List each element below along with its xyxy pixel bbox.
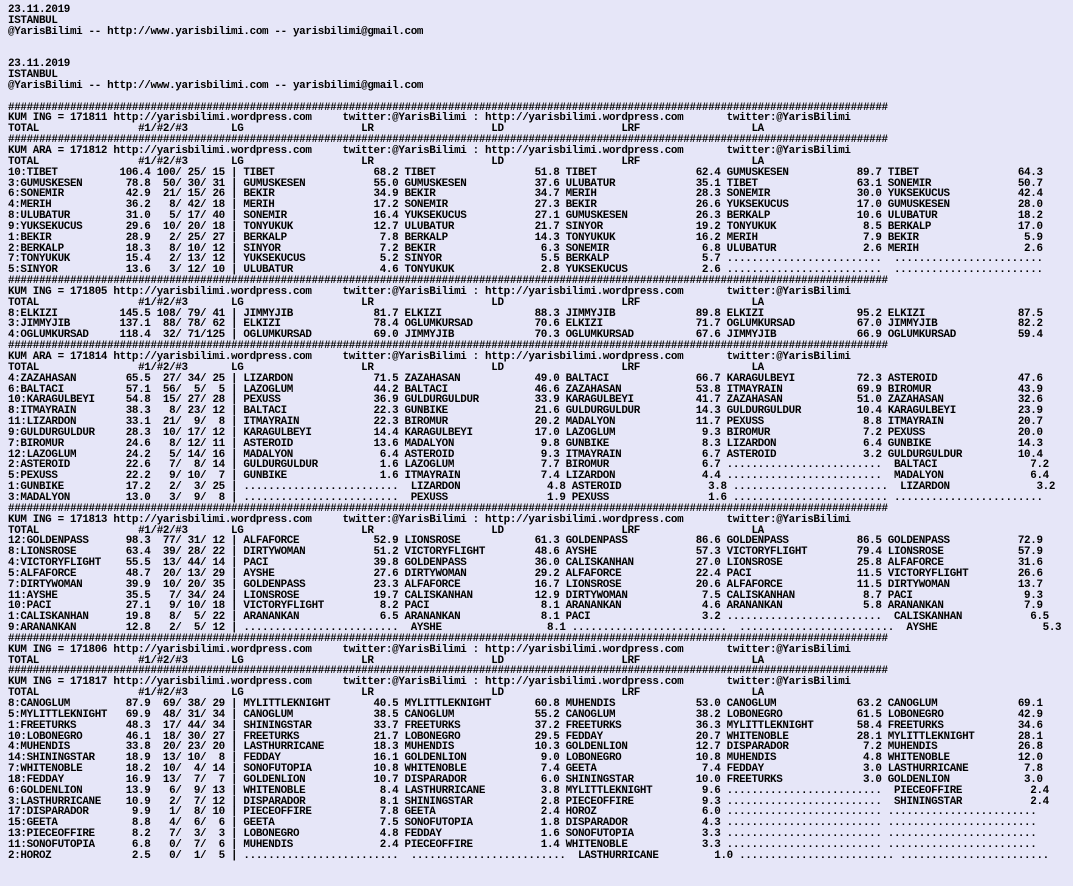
horse-result-row: 8:LIONSROSE 63.4 39/ 28/ 22 | DIRTYWOMAN 51.2 VICTORYFLIGHT 48.6 AYSHE 57.3 VICTORYFLIGHT 79.4 LIONSROSE 57.9 bbox=[8, 546, 1043, 559]
horse-result-row: 8:ULUBATUR 31.0 5/ 17/ 40 | SONEMIR 16.4 YUKSEKUCUS 27.1 GUMUSKESEN 26.3 BERKALP 10.6 ULUBATUR 18.2 bbox=[8, 210, 1043, 223]
date-line: 23.11.2019 bbox=[8, 58, 70, 71]
column-header-line: TOTAL #1/#2/#3 LG LR LD LRF LA bbox=[8, 296, 764, 309]
horse-result-row: 5:MYLITTLEKNIGHT 69.9 48/ 31/ 34 | CANOGLUM 38.5 CANOGLUM 55.2 CANOGLUM 38.2 LOBONEGRO 61.5 LOBONEGRO 42.9 bbox=[8, 708, 1043, 721]
horse-result-row: 6:BALTACI 57.1 56/ 5/ 5 | LAZOGLUM 44.2 BALTACI 46.6 ZAZAHASAN 53.8 ITMAYRAIN 69.9 BIROMUR 43.9 bbox=[8, 383, 1043, 396]
horse-result-row: 1:FREETURKS 48.3 17/ 44/ 34 | SHININGSTAR 33.7 FREETURKS 37.2 FREETURKS 36.3 MYLITTLEKNIGHT 58.4 FREETURKS 34.6 bbox=[8, 719, 1043, 732]
horse-result-row: 3:JIMMYJIB 137.1 88/ 78/ 62 | ELKIZI 78.4 OGLUMKURSAD 70.6 ELKIZI 71.7 OGLUMKURSAD 67.0 JIMMYJIB 82.2 bbox=[8, 318, 1043, 331]
horse-result-row: 10:PACI 27.1 9/ 10/ 18 | VICTORYFLIGHT 8.2 PACI 8.1 ARANANKAN 4.6 ARANANKAN 5.8 ARANANKAN 7.9 bbox=[8, 600, 1043, 613]
horse-result-row: 4:ZAZAHASAN 65.5 27/ 34/ 25 | LIZARDON 71.5 ZAZAHASAN 49.0 BALTACI 66.7 KARAGULBEYI 72.3 ASTEROID 47.6 bbox=[8, 372, 1043, 385]
blank-line bbox=[8, 48, 1073, 59]
horse-result-row: 5:SINYOR 13.6 3/ 12/ 10 | ULUBATUR 4.6 TONYUKUK 2.8 YUKSEKUCUS 2.6 ......................... ........................ bbox=[8, 264, 1043, 277]
horse-result-row: 3:MADALYON 13.0 3/ 9/ 8 | ......................... PEXUSS 1.9 PEXUSS 1.6 ......................... ........................ bbox=[8, 491, 1043, 504]
horse-result-row: 10:KARAGULBEYI 54.8 15/ 27/ 28 | PEXUSS 36.9 GULDURGULDUR 33.9 KARAGULBEYI 41.7 ZAZAHASAN 51.0 ZAZAHASAN 32.6 bbox=[8, 394, 1043, 407]
race-header-line: KUM ING = 171805 http://yarisbilimi.wordpress.com twitter:@YarisBilimi : http://yarisbilimi.wordpress.com twitter:@YarisBilimi bbox=[8, 285, 851, 298]
race-header-line: KUM ARA = 171812 http://yarisbilimi.wordpress.com twitter:@YarisBilimi : http://yarisbilimi.wordpress.com twitter:@YarisBilimi bbox=[8, 144, 851, 157]
horse-result-row: 12:LAZOGLUM 24.2 5/ 14/ 16 | MADALYON 6.4 ASTEROID 9.3 ITMAYRAIN 6.7 ASTEROID 3.2 GULDURGULDUR 10.4 bbox=[8, 448, 1043, 461]
race-header-line: KUM ING = 171813 http://yarisbilimi.wordpress.com twitter:@YarisBilimi : http://yarisbilimi.wordpress.com twitter:@YarisBilimi bbox=[8, 513, 851, 526]
horse-result-row: 5:ALFAFORCE 48.7 20/ 13/ 29 | AYSHE 27.6 DIRTYWOMAN 29.2 ALFAFORCE 22.4 PACI 11.5 VICTORYFLIGHT 26.6 bbox=[8, 567, 1043, 580]
horse-result-row: 18:FEDDAY 16.9 13/ 7/ 7 | GOLDENLION 10.7 DISPARADOR 6.0 SHININGSTAR 10.0 FREETURKS 3.0 GOLDENLION 3.0 bbox=[8, 773, 1043, 786]
text-line: ISTANBUL bbox=[8, 14, 58, 27]
separator-line: ############################################################################################################################################## bbox=[8, 275, 888, 288]
separator-line: ############################################################################################################################################## bbox=[8, 665, 888, 678]
column-header-line: TOTAL #1/#2/#3 LG LR LD LRF LA bbox=[8, 123, 764, 136]
horse-result-row: 11:LIZARDON 33.1 21/ 9/ 8 | ITMAYRAIN 22.3 BIROMUR 20.2 MADALYON 11.7 PEXUSS 8.8 ITMAYRAIN 20.7 bbox=[8, 416, 1043, 429]
horse-result-row: 4:VICTORYFLIGHT 55.5 13/ 44/ 14 | PACI 39.8 GOLDENPASS 36.0 CALISKANHAN 27.0 LIONSROSE 25.8 ALFAFORCE 31.6 bbox=[8, 557, 1043, 570]
race-header-line: KUM ING = 171817 http://yarisbilimi.wordpress.com twitter:@YarisBilimi : http://yarisbilimi.wordpress.com twitter:@YarisBilimi bbox=[8, 676, 851, 689]
separator-line: ############################################################################################################################################## bbox=[8, 101, 888, 114]
horse-result-row: 17:DISPARADOR 9.9 1/ 8/ 10 | PIECEOFFIRE 7.8 GEETA 2.4 HOROZ 6.0 ......................... ........................ bbox=[8, 806, 1037, 819]
horse-result-row: 9:ARANANKAN 12.8 2/ 5/ 12 | ......................... AYSHE 8.1 ......................... ......................... AYSHE 5.3 bbox=[8, 622, 1062, 635]
horse-result-row: 7:DIRTYWOMAN 39.9 10/ 20/ 35 | GOLDENPASS 23.3 ALFAFORCE 16.7 LIONSROSE 20.6 ALFAFORCE 11.5 DIRTYWOMAN 13.7 bbox=[8, 578, 1043, 591]
horse-result-row: 1:CALISKANHAN 19.8 8/ 5/ 22 | ARANANKAN 6.5 ARANANKAN 8.1 PACI 3.2 ......................... CALISKANHAN 6.5 bbox=[8, 611, 1049, 624]
horse-result-row: 12:GOLDENPASS 98.3 77/ 31/ 12 | ALFAFORCE 52.9 LIONSROSE 61.3 GOLDENPASS 86.6 GOLDENPASS 86.5 GOLDENPASS 72.9 bbox=[8, 535, 1043, 548]
horse-result-row: 4:MERIH 36.2 8/ 42/ 18 | MERIH 17.2 SONEMIR 27.3 BEKIR 26.6 YUKSEKUCUS 17.0 GUMUSKESEN 28.0 bbox=[8, 199, 1043, 212]
horse-result-row: 2:BERKALP 18.3 8/ 10/ 12 | SINYOR 7.2 BEKIR 6.3 SONEMIR 6.8 ULUBATUR 2.6 MERIH 2.6 bbox=[8, 242, 1043, 255]
column-header-line: TOTAL #1/#2/#3 LG LR LD LRF LA bbox=[8, 687, 764, 700]
blank-line bbox=[8, 92, 1073, 103]
date-line: 23.11.2019 bbox=[8, 4, 70, 16]
race-header-line: KUM ARA = 171814 http://yarisbilimi.wordpress.com twitter:@YarisBilimi : http://yarisbilimi.wordpress.com twitter:@YarisBilimi bbox=[8, 351, 851, 363]
horse-result-row: 1:GUNBIKE 17.2 2/ 3/ 25 | ......................... LIZARDON 4.8 ASTEROID 3.8 ......................... LIZARDON 3.2 bbox=[8, 481, 1056, 494]
horse-result-row: 7:TONYUKUK 15.4 2/ 13/ 12 | YUKSEKUCUS 5.2 SINYOR 5.5 BERKALP 5.7 ......................... ........................ bbox=[8, 253, 1043, 266]
column-header-line: TOTAL #1/#2/#3 LG LR LD LRF LA bbox=[8, 361, 764, 374]
horse-result-row: 10:LOBONEGRO 46.1 18/ 30/ 27 | FREETURKS 21.7 LOBONEGRO 29.5 FEDDAY 20.7 WHITENOBLE 28.1 MYLITTLEKNIGHT 28.1 bbox=[8, 730, 1043, 743]
horse-result-row: 8:CANOGLUM 87.9 69/ 38/ 29 | MYLITTLEKNIGHT 40.5 MYLITTLEKNIGHT 60.8 MUHENDIS 53.0 CANOGLUM 63.2 CANOGLUM 69.1 bbox=[8, 698, 1043, 710]
blank-line bbox=[8, 38, 1073, 49]
horse-result-row: 9:GULDURGULDUR 28.3 10/ 17/ 12 | KARAGULBEYI 14.4 KARAGULBEYI 17.0 LAZOGLUM 9.3 BIROMUR 7.2 PEXUSS 20.0 bbox=[8, 426, 1043, 439]
separator-line: ############################################################################################################################################## bbox=[8, 632, 888, 645]
horse-result-row: 3:GUMUSKESEN 78.8 50/ 30/ 31 | GUMUSKESEN 55.0 GUMUSKESEN 37.6 ULUBATUR 35.1 TIBET 63.1 SONEMIR 50.7 bbox=[8, 177, 1043, 190]
text-line: ISTANBUL bbox=[8, 69, 58, 82]
horse-result-row: 7:BIROMUR 24.6 8/ 12/ 11 | ASTEROID 13.6 MADALYON 9.8 GUNBIKE 8.3 LIZARDON 6.4 GUNBIKE 14.3 bbox=[8, 437, 1043, 450]
horse-result-row: 14:SHININGSTAR 18.9 13/ 10/ 8 | FEDDAY 16.1 GOLDENLION 9.0 LOBONEGRO 10.8 MUHENDIS 4.8 WHITENOBLE 12.0 bbox=[8, 752, 1043, 765]
horse-result-row: 11:AYSHE 35.5 7/ 34/ 24 | LIONSROSE 19.7 CALISKANHAN 12.9 DIRTYWOMAN 7.5 CALISKANHAN 8.7 PACI 9.3 bbox=[8, 589, 1043, 602]
race-header-line: KUM ING = 171806 http://yarisbilimi.wordpress.com twitter:@YarisBilimi : http://yarisbilimi.wordpress.com twitter:@YarisBilimi bbox=[8, 643, 851, 656]
horse-result-row: 2:ASTEROID 22.6 7/ 8/ 14 | GULDURGULDUR 1.6 LAZOGLUM 7.7 BIROMUR 6.7 ......................... BALTACI 7.2 bbox=[8, 459, 1049, 472]
horse-result-row: 10:TIBET 106.4 100/ 25/ 15 | TIBET 68.2 TIBET 51.8 TIBET 62.4 GUMUSKESEN 89.7 TIBET 64.3 bbox=[8, 166, 1043, 179]
separator-line: ############################################################################################################################################## bbox=[8, 134, 888, 147]
horse-result-row: 6:GOLDENLION 13.9 6/ 9/ 13 | WHITENOBLE 8.4 LASTHURRICANE 3.8 MYLITTLEKNIGHT 9.6 ......................... PIECEOFFIRE 2.4 bbox=[8, 784, 1049, 797]
horse-result-row: 8:ITMAYRAIN 38.3 8/ 23/ 12 | BALTACI 22.3 GUNBIKE 21.6 GULDURGULDUR 14.3 GULDURGULDUR 10.4 KARAGULBEYI 23.9 bbox=[8, 405, 1043, 418]
separator-line: ############################################################################################################################################## bbox=[8, 340, 888, 353]
race-header-line: KUM ING = 171811 http://yarisbilimi.wordpress.com twitter:@YarisBilimi : http://yarisbilimi.wordpress.com twitter:@YarisBilimi bbox=[8, 112, 851, 125]
horse-result-row: 9:YUKSEKUCUS 29.6 10/ 20/ 18 | TONYUKUK 12.7 ULUBATUR 21.7 SINYOR 19.2 TONYUKUK 8.5 BERKALP 17.0 bbox=[8, 220, 1043, 233]
contact-line: @YarisBilimi -- http://www.yarisbilimi.com -- yarisbilimi@gmail.com bbox=[8, 25, 424, 38]
horse-result-row: 2:HOROZ 2.5 0/ 1/ 5 | ......................... ......................... LASTHURRICANE 1.0 ......................... ........................ bbox=[8, 849, 1049, 862]
horse-result-row: 7:WHITENOBLE 18.2 10/ 4/ 14 | SONOFUTOPIA 10.8 WHITENOBLE 7.4 GEETA 7.4 FEDDAY 3.0 LASTHURRICANE 7.8 bbox=[8, 763, 1043, 776]
horse-result-row: 6:SONEMIR 42.9 21/ 15/ 26 | BEKIR 34.9 BEKIR 34.7 MERIH 28.3 SONEMIR 30.0 YUKSEKUCUS 42.4 bbox=[8, 188, 1043, 201]
column-header-line: TOTAL #1/#2/#3 LG LR LD LRF LA bbox=[8, 155, 764, 168]
column-header-line: TOTAL #1/#2/#3 LG LR LD LRF LA bbox=[8, 524, 764, 537]
horse-result-row: 1:BEKIR 28.9 2/ 25/ 27 | BERKALP 7.8 BERKALP 14.3 TONYUKUK 16.2 MERIH 7.9 BEKIR 5.9 bbox=[8, 231, 1043, 244]
separator-line: ############################################################################################################################################## bbox=[8, 502, 888, 515]
column-header-line: TOTAL #1/#2/#3 LG LR LD LRF LA bbox=[8, 654, 764, 667]
horse-result-row: 15:GEETA 8.8 4/ 6/ 6 | GEETA 7.5 SONOFUTOPIA 1.8 DISPARADOR 4.3 ......................... ........................ bbox=[8, 817, 1037, 830]
horse-result-row: 4:OGLUMKURSAD 118.4 32/ 71/125 | OGLUMKURSAD 69.0 JIMMYJIB 70.3 OGLUMKURSAD 67.6 JIMMYJIB 66.9 OGLUMKURSAD 59.4 bbox=[8, 329, 1043, 342]
horse-result-row: 8:ELKIZI 145.5 108/ 79/ 41 | JIMMYJIB 81.7 ELKIZI 88.3 JIMMYJIB 89.8 ELKIZI 95.2 ELKIZI 87.5 bbox=[8, 307, 1043, 320]
horse-result-row: 5:PEXUSS 22.2 9/ 10/ 7 | GUNBIKE 1.6 ITMAYRAIN 7.4 LIZARDON 4.4 ......................... MADALYON 6.4 bbox=[8, 470, 1049, 483]
horse-result-row: 11:SONOFUTOPIA 6.8 0/ 7/ 6 | MUHENDIS 2.4 PIECEOFFIRE 1.4 WHITENOBLE 3.3 ......................... ........................ bbox=[8, 838, 1037, 851]
horse-result-row: 13:PIECEOFFIRE 8.2 7/ 3/ 3 | LOBONEGRO 4.8 FEDDAY 1.6 SONOFUTOPIA 3.3 ......................... ........................ bbox=[8, 828, 1037, 841]
horse-result-row: 3:LASTHURRICANE 10.9 2/ 7/ 12 | DISPARADOR 8.1 SHININGSTAR 2.8 PIECEOFFIRE 9.3 ......................... SHININGSTAR 2.4 bbox=[8, 795, 1049, 808]
horse-result-row: 4:MUHENDIS 33.8 20/ 23/ 20 | LASTHURRICANE 18.3 MUHENDIS 10.3 GOLDENLION 12.7 DISPARADOR 7.2 MUHENDIS 26.8 bbox=[8, 741, 1043, 754]
contact-line: @YarisBilimi -- http://www.yarisbilimi.com -- yarisbilimi@gmail.com bbox=[8, 79, 424, 92]
